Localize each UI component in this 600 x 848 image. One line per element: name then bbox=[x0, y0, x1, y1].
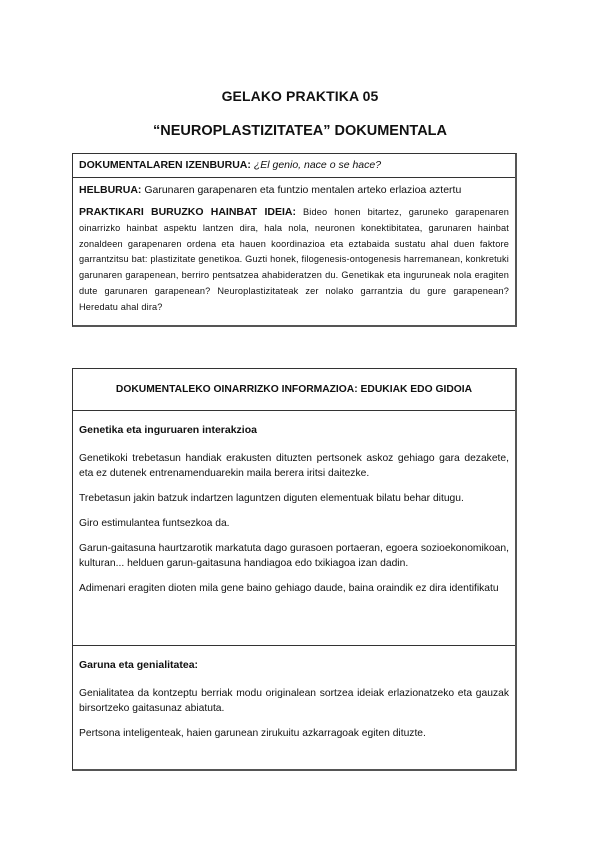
documentary-title-value: ¿El genio, nace o se hace? bbox=[253, 159, 382, 171]
goal-value: Garunaren garapenaren eta funtzio mentalen arteko erlazioa aztertu bbox=[144, 184, 462, 196]
goal-label: HELBURUA: bbox=[79, 184, 142, 196]
content-box bbox=[72, 368, 517, 771]
paragraph: Trebetasun jakin batzuk indartzen laguntzen diguten elementuak bilatu behar ditugu. bbox=[79, 493, 464, 504]
section-title: Garuna eta genialitatea: bbox=[79, 659, 199, 671]
goal-row bbox=[79, 184, 509, 196]
section-genius bbox=[73, 646, 515, 741]
ideas-label: PRAKTIKARI BURUZKO HAINBAT IDEIA: bbox=[79, 206, 296, 218]
ideas-row bbox=[79, 205, 509, 316]
goal-and-ideas-cell bbox=[73, 178, 515, 316]
paragraph: Genialitatea da kontzeptu berriak modu originalean sortzea ideiak erlazionatzeko eta gauzak birsortzeko gaitasunaz abiatuta. bbox=[79, 688, 509, 714]
document-title: GELAKO PRAKTIKA 05 bbox=[221, 88, 379, 104]
paragraph: Genetikoki trebetasun handiak erakusten dituzten pertsonek askoz gehiago gara dezakete, eta ez dutenek entrenamenduarekin maila berera iritsi daitezke. bbox=[79, 453, 509, 479]
section-title: Genetika eta inguruaren interakzioa bbox=[79, 424, 257, 436]
paragraph: Pertsona inteligenteak, haien garunean zirukuitu azkarragoak egiten dituzte. bbox=[79, 728, 426, 739]
documentary-title-row bbox=[73, 154, 515, 178]
info-box bbox=[72, 153, 517, 327]
paragraph: Giro estimulantea funtsezkoa da. bbox=[79, 518, 230, 529]
paragraph: Garun-gaitasuna haurtzarotik markatuta dago gurasoen portaeran, egoera sozioekonomikoan, kulturan... helduen garun-gaitasuna handiagoa edo txikiagoa izan dadin. bbox=[79, 543, 509, 569]
section-genetics bbox=[73, 411, 515, 646]
documentary-title-label: DOKUMENTALAREN IZENBURUA: bbox=[79, 159, 251, 171]
document-subtitle: “NEUROPLASTIZITATEA” DOKUMENTALA bbox=[152, 123, 447, 139]
content-box-header: DOKUMENTALEKO OINARRIZKO INFORMAZIOA: EDUKIAK EDO GIDOIA bbox=[73, 369, 515, 411]
paragraph: Adimenari eragiten dioten mila gene baino gehiago daude, baina oraindik ez dira identifikatu bbox=[79, 583, 499, 594]
ideas-value: Bideo honen bitartez, garuneko garapenaren oinarrizko hainbat aspektu lantzen dira, hala nola, neuronen konektibitatea, garunaren hainbat zonaldeen garapenaren ordena eta hauen koordinazioa eta eztabaida sustatu ahal duen faktore garrantzitsu bat: plastizitate genetikoa. Guzti honek, filogenesis-ontogenesis harremanean, konkretuki garunaren garapenean, berriro pentsatzea ahabideratzen du. Genetikak eta inguruneak nola eragiten dute garunaren garapenean? Neuroplastizitateak zer nolako garrantzia du gure garapenean? Heredatu ahal dira? bbox=[79, 207, 510, 312]
